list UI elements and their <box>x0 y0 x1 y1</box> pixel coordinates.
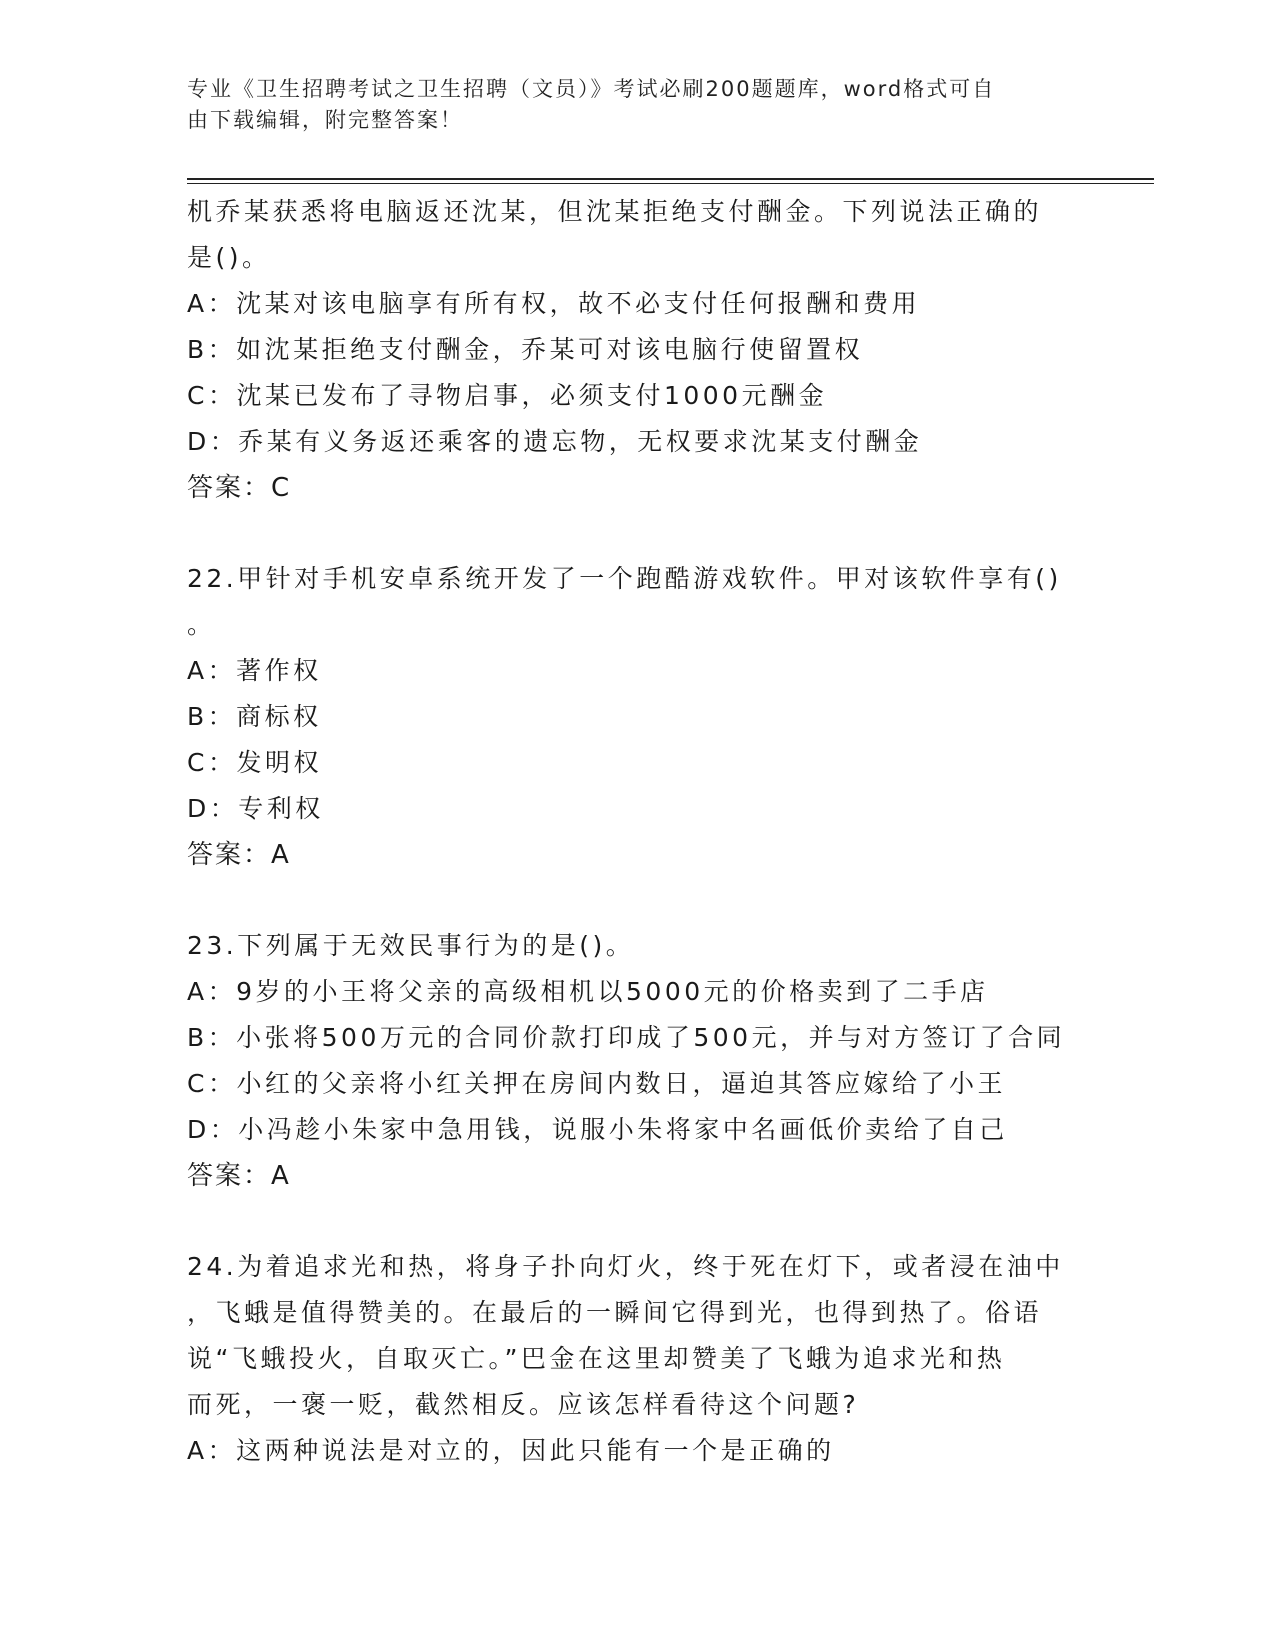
answer-line: 答案：A <box>187 840 291 870</box>
header-line-2: 由下载编辑，附完整答案！ <box>187 108 463 132</box>
question-spacer <box>187 878 1087 923</box>
answer-line: 答案：A <box>187 1161 291 1191</box>
question-22 <box>187 556 1087 878</box>
option-a: A：这两种说法是对立的，因此只能有一个是正确的 <box>187 1436 835 1465</box>
question-stem-line: 。 <box>187 610 216 639</box>
question-23 <box>187 923 1087 1199</box>
option-b: B：小张将500万元的合同价款打印成了500元，并与对方签订了合同 <box>187 1023 1066 1052</box>
option-a: A：9岁的小王将父亲的高级相机以5000元的价格卖到了二手店 <box>187 977 989 1006</box>
question-stem-line: 22.甲针对手机安卓系统开发了一个跑酷游戏软件。甲对该软件享有() <box>187 564 1062 593</box>
question-stem-line: 而死，一褒一贬，截然相反。应该怎样看待这个问题? <box>187 1390 860 1419</box>
question-24 <box>187 1244 1087 1474</box>
question-stem-line: 24.为着追求光和热，将身子扑向灯火，终于死在灯下，或者浸在油中 <box>187 1252 1064 1281</box>
option-d: D：专利权 <box>187 794 324 823</box>
header-rule-thick <box>187 178 1154 180</box>
question-stem-line: ，飞蛾是值得赞美的。在最后的一瞬间它得到光，也得到热了。俗语 <box>187 1298 1043 1327</box>
question-stem-line: 说“飞蛾投火，自取灭亡。”巴金在这里却赞美了飞蛾为追求光和热 <box>187 1344 1006 1373</box>
option-b: B：商标权 <box>187 702 322 731</box>
question-stem-line: 23.下列属于无效民事行为的是()。 <box>187 931 635 960</box>
option-b: B：如沈某拒绝支付酬金，乔某可对该电脑行使留置权 <box>187 335 864 364</box>
question-content <box>187 189 1087 1474</box>
option-c: C：小红的父亲将小红关押在房间内数日，逼迫其答应嫁给了小王 <box>187 1069 1006 1098</box>
option-c: C：沈某已发布了寻物启事，必须支付1000元酬金 <box>187 381 828 410</box>
option-c: C：发明权 <box>187 748 322 777</box>
document-header <box>187 74 1067 136</box>
question-21 <box>187 189 1087 511</box>
question-spacer <box>187 511 1087 556</box>
option-a: A：沈某对该电脑享有所有权，故不必支付任何报酬和费用 <box>187 289 921 318</box>
option-d: D：乔某有义务返还乘客的遗忘物，无权要求沈某支付酬金 <box>187 427 923 456</box>
option-a: A：著作权 <box>187 656 322 685</box>
header-line-1: 专业《卫生招聘考试之卫生招聘（文员）》考试必刷200题题库，word格式可自 <box>187 77 996 101</box>
option-d: D：小冯趁小朱家中急用钱，说服小朱将家中名画低价卖给了自己 <box>187 1115 1008 1144</box>
answer-line: 答案：C <box>187 473 292 503</box>
question-spacer <box>187 1199 1087 1244</box>
question-stem-line: 机乔某获悉将电脑返还沈某，但沈某拒绝支付酬金。下列说法正确的 <box>187 197 1043 226</box>
header-rule-thin <box>187 183 1154 184</box>
question-stem-line: 是()。 <box>187 243 271 272</box>
